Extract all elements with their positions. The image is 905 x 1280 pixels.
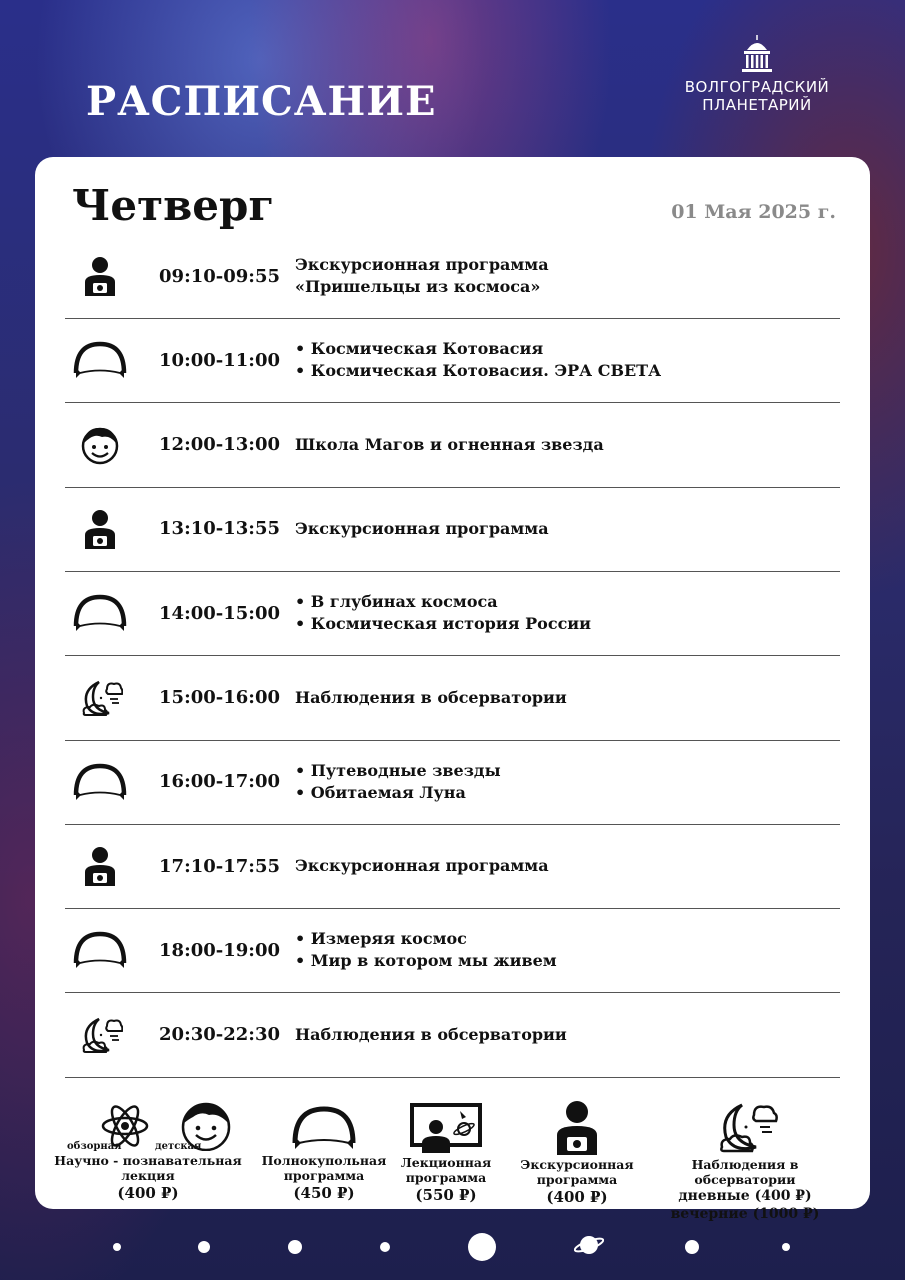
session-time: 09:10-09:55 [159,265,280,287]
schedule-row [65,656,840,741]
program-line: • Путеводные звезды [295,760,501,780]
schedule-row [65,571,840,656]
lecture-screen-icon [410,1103,482,1153]
kids-icon [65,403,135,487]
dome-icon [65,571,135,655]
excursion-guide-icon [554,1099,600,1155]
star-dot-large [468,1233,496,1261]
schedule-row [65,234,840,319]
program-title [295,571,835,655]
schedule-date: 01 Мая 2025 г. [671,201,836,223]
dome-icon [65,908,135,992]
legend-tag-overview: обзорная [67,1141,122,1152]
schedule-row [65,403,840,488]
star-dot [288,1240,302,1254]
excursion-icon [65,824,135,908]
session-time: 15:00-16:00 [159,687,280,708]
moon-icon [65,656,135,740]
dome-icon [65,318,135,402]
program-line: Школа Магов и огненная звезда [295,434,604,454]
program-title [295,656,835,740]
logo-text-line2: ПЛАНЕТАРИЙ [702,96,812,114]
session-time: 18:00-19:00 [159,939,280,961]
excursion-icon [65,234,135,318]
program-line: «Пришельцы из космоса» [295,277,541,296]
session-time: 16:00-17:00 [159,771,280,793]
logo-text-line1: ВОЛГОГРАДСКИЙ [684,78,830,96]
legend-lecture [391,1103,501,1205]
session-time: 10:00-11:00 [159,349,280,371]
legend-dome-price: (450 ₽) [293,1184,355,1202]
session-time: 20:30-22:30 [159,1024,280,1046]
star-dot [380,1242,390,1252]
legend-dome-line1: Полнокупольная [261,1153,387,1168]
star-dot [685,1240,699,1254]
planetarium-building-icon [740,34,774,74]
program-title [295,318,835,402]
star-dot [198,1241,210,1253]
program-title [295,487,835,571]
session-time: 13:10-13:55 [159,518,280,540]
legend-science-price: (400 ₽) [117,1184,179,1202]
legend-dome [259,1105,389,1203]
schedule-card [35,157,870,1222]
legend-science-line1: Научно - познавательная [54,1153,242,1168]
moon-cloud-icon [712,1099,778,1155]
legend-science-line2: лекция [121,1168,175,1183]
legend-excursion-line2: программа [536,1172,618,1187]
program-title [295,740,835,824]
schedule-row [65,908,840,993]
legend-dome-line2: программа [283,1168,365,1183]
planetarium-logo [672,34,842,114]
program-title [295,234,835,318]
program-line: • Космическая Котовасия [295,339,544,359]
session-time: 12:00-13:00 [159,434,280,456]
legend-excursion [515,1099,639,1207]
program-line: Экскурсионная программа [295,518,549,538]
moon-icon [65,993,135,1077]
legend-lecture-line1: Лекционная [400,1155,492,1170]
schedule-row [65,824,840,909]
page-title: РАСПИСАНИЕ [86,78,437,125]
schedule-row [65,487,840,572]
star-dot [113,1243,121,1251]
legend-observatory [645,1099,845,1223]
legend-observatory-evening-price: вечерние (1000 ₽) [670,1206,820,1222]
program-title [295,993,835,1077]
program-line: Наблюдения в обсерватории [295,1024,567,1044]
program-line: • Измеряя космос [295,929,467,949]
dome-icon [65,740,135,824]
program-line: • В глубинах космоса [295,592,498,612]
dome-icon [291,1105,357,1151]
legend-lecture-line2: программа [405,1170,487,1185]
program-line: • Космическая Котовасия. ЭРА СВЕТА [295,361,662,381]
program-line: Экскурсионная программа [295,856,549,876]
saturn-icon [574,1232,604,1258]
legend-lecture-price: (550 ₽) [415,1186,477,1204]
program-line: Наблюдения в обсерватории [295,687,567,707]
session-time: 14:00-15:00 [159,602,280,624]
program-title [295,403,835,487]
legend-excursion-line1: Экскурсионная [520,1157,634,1172]
schedule-row [65,993,840,1078]
program-title [295,824,835,908]
schedule-row [65,318,840,403]
legend-observatory-day-price: дневные (400 ₽) [678,1188,812,1204]
program-title [295,908,835,992]
program-line: • Космическая история России [295,614,592,634]
legend-science [53,1101,243,1203]
legend [35,1095,870,1222]
program-line: • Обитаемая Луна [295,782,466,802]
legend-excursion-price: (400 ₽) [546,1188,608,1206]
legend-observatory-line1: Наблюдения в обсерватории [691,1157,799,1187]
legend-tag-kids: детская [155,1141,202,1152]
day-of-week: Четверг [72,181,275,230]
session-time: 17:10-17:55 [159,855,280,877]
star-dot [782,1243,790,1251]
excursion-icon [65,487,135,571]
program-line: Экскурсионная программа [295,255,549,274]
schedule-row [65,740,840,825]
program-line: • Мир в котором мы живем [295,951,557,971]
